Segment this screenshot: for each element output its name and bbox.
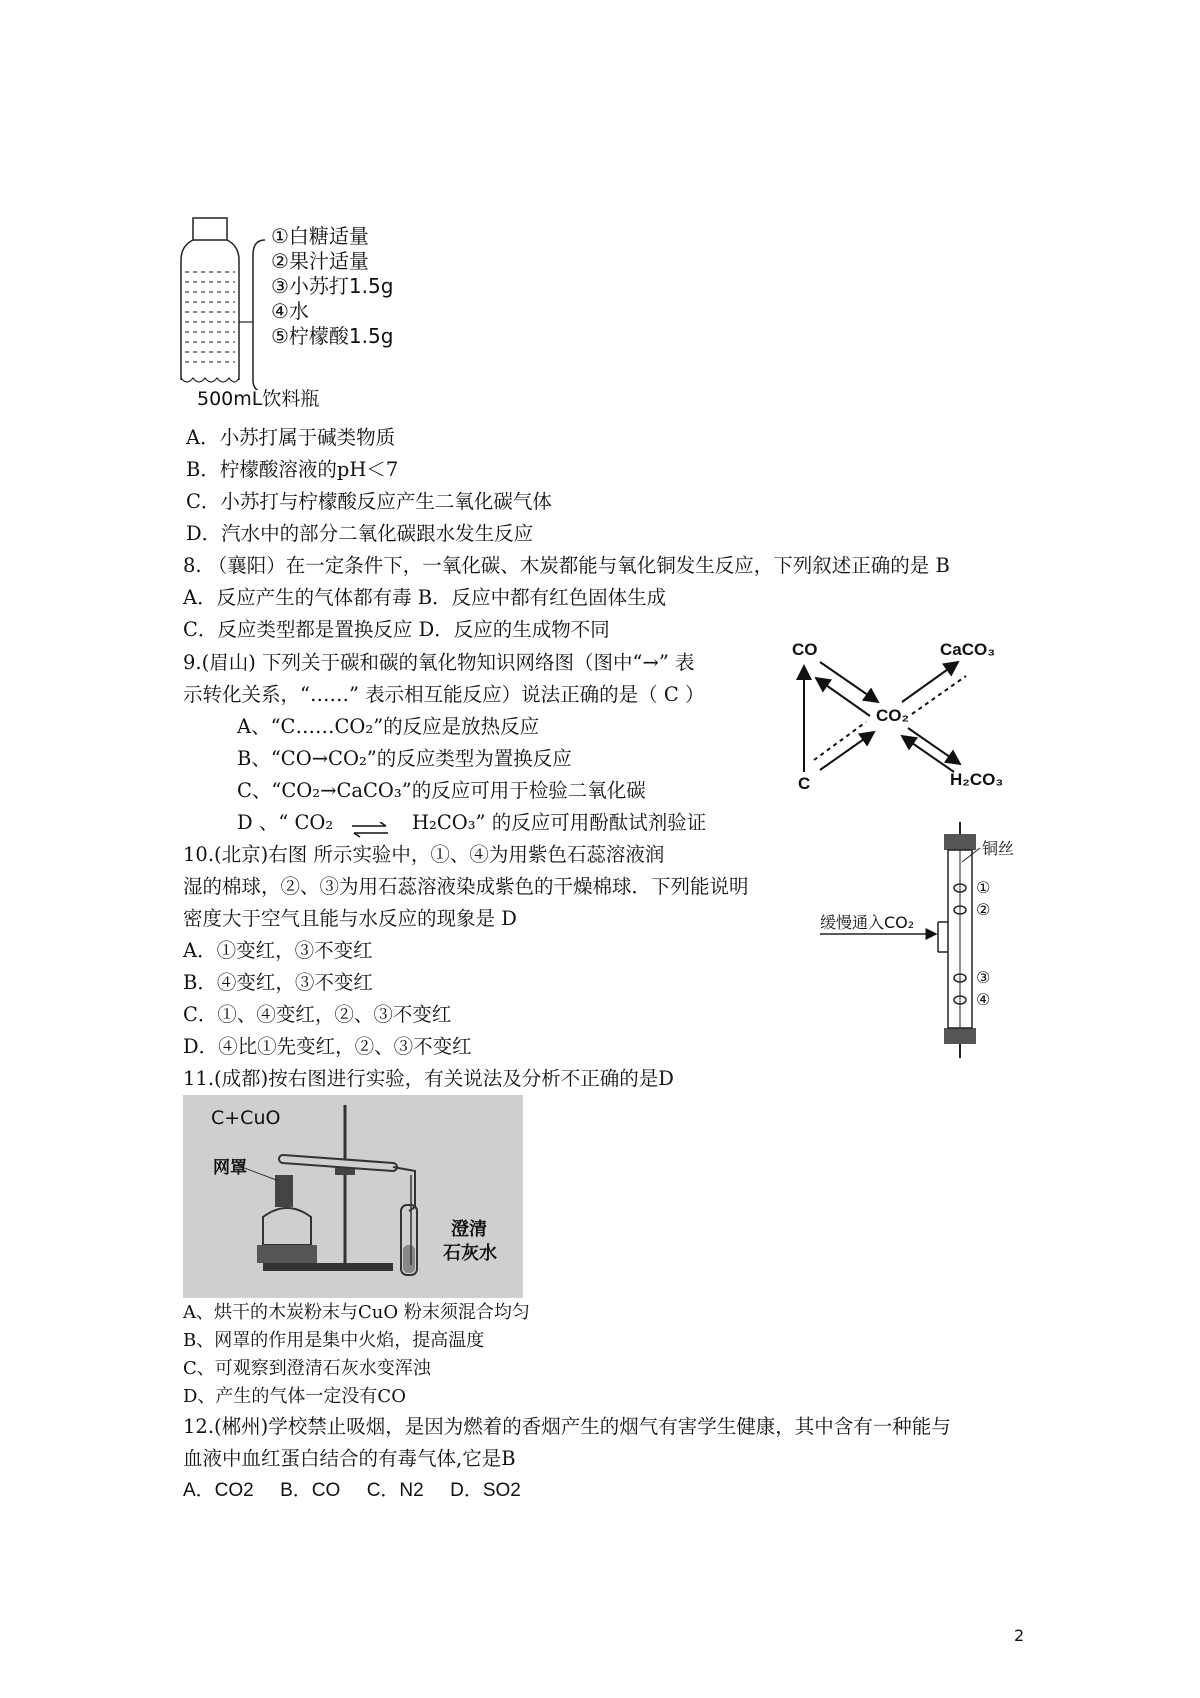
q7-option-c: C．小苏打与柠檬酸反应产生二氧化碳气体 <box>186 490 552 513</box>
q10-option-c: C．①、④变红，②、③不变红 <box>183 1003 452 1026</box>
co2-inlet-label: 缓慢通入CO₂ <box>820 913 915 932</box>
bottle-item-5: ⑤柠檬酸1.5g <box>271 324 394 348</box>
diagram-node-co2: CO₂ <box>876 706 910 725</box>
bottle-item-2: ②果汁适量 <box>271 249 369 273</box>
q9-option-d-right: H₂CO₃” 的反应可用酚酞试剂验证 <box>412 811 707 834</box>
page-number: 2 <box>1014 1626 1025 1645</box>
q9-option-a: A、“C……CO₂”的反应是放热反应 <box>237 715 540 738</box>
q9-option-c: C、“CO₂→CaCO₃”的反应可用于检验二氧化碳 <box>237 779 646 802</box>
q10-stem-line2: 湿的棉球，②、③为用石蕊溶液染成紫色的干燥棉球．下列能说明 <box>183 875 749 898</box>
carbon-reduction-apparatus-figure <box>183 1095 523 1298</box>
apparatus-limewater-label-2: 石灰水 <box>443 1243 497 1264</box>
q9-stem-line2: 示转化关系，“……” 表示相互能反应）说法正确的是（ C ） <box>183 683 705 706</box>
q10-stem-line3: 密度大于空气且能与水反应的现象是 D <box>183 907 517 930</box>
q12-stem-line1: 12.(郴州)学校禁止吸烟，是因为燃着的香烟产生的烟气有害学生健康，其中含有一种能与 <box>183 1415 951 1438</box>
ball-label-3: ③ <box>976 968 991 987</box>
q10-option-b: B．④变红，③不变红 <box>183 971 373 994</box>
diagram-node-caco3: CaCO₃ <box>940 640 996 659</box>
apparatus-limewater-label-1: 澄清 <box>451 1219 487 1240</box>
q9-stem-line1: 9.(眉山) 下列关于碳和碳的氧化物知识网络图（图中“→” 表 <box>183 651 695 674</box>
bottle-item-4: ④水 <box>271 299 309 323</box>
q11-option-d: D、产生的气体一定没有CO <box>183 1386 406 1407</box>
co2-tube-figure <box>820 822 1040 1062</box>
diagram-node-co: CO <box>792 640 818 659</box>
q8-stem: 8. （襄阳）在一定条件下，一氧化碳、木炭都能与氧化铜发生反应，下列叙述正确的是 B <box>183 554 950 577</box>
bottle-drawing <box>175 210 265 390</box>
bottle-caption: 500mL饮料瓶 <box>197 388 320 410</box>
q7-option-b: B．柠檬酸溶液的pH＜7 <box>186 458 399 481</box>
bottle-item-1: ①白糖适量 <box>271 224 369 248</box>
q9-option-b: B、“CO→CO₂”的反应类型为置换反应 <box>237 747 572 770</box>
ball-label-2: ② <box>976 900 991 919</box>
ball-label-1: ① <box>976 878 991 897</box>
q10-stem-line1: 10.(北京)右图 所示实验中，①、④为用紫色石蕊溶液润 <box>183 843 665 866</box>
bottle-item-3: ③小苏打1.5g <box>271 274 394 298</box>
q9-option-d-left: D 、“ CO₂ <box>237 811 334 834</box>
carbon-network-diagram <box>790 640 1020 792</box>
diagram-node-h2co3: H₂CO₃ <box>950 770 1004 789</box>
q11-option-a: A、烘干的木炭粉末与CuO 粉末须混合均匀 <box>183 1302 530 1323</box>
q11-option-c: C、可观察到澄清石灰水变浑浊 <box>183 1358 431 1379</box>
ball-label-4: ④ <box>976 990 991 1009</box>
q12-stem-line2: 血液中血红蛋白结合的有毒气体,它是B <box>183 1447 516 1470</box>
diagram-node-c: C <box>798 774 811 793</box>
q8-options-line2: C．反应类型都是置换反应 D．反应的生成物不同 <box>183 618 610 641</box>
equilibrium-arrows-icon <box>350 822 390 838</box>
q11-stem: 11.(成都)按右图进行实验，有关说法及分析不正确的是D <box>183 1067 674 1090</box>
q7-option-d: D．汽水中的部分二氧化碳跟水发生反应 <box>186 522 534 545</box>
q12-options: A．CO2 B．CO C．N2 D．SO2 <box>183 1480 521 1501</box>
q7-option-a: A．小苏打属于碱类物质 <box>186 426 396 449</box>
q11-option-b: B、网罩的作用是集中火焰，提高温度 <box>183 1330 485 1351</box>
q8-options-line1: A．反应产生的气体都有毒 B．反应中都有红色固体生成 <box>183 586 667 609</box>
copper-wire-label: 铜丝 <box>982 839 1015 858</box>
apparatus-reactants-label: C+CuO <box>211 1107 281 1129</box>
bottle-figure <box>175 210 415 410</box>
apparatus-gauze-label: 网罩 <box>213 1158 247 1178</box>
q10-option-a: A．①变红，③不变红 <box>183 939 373 962</box>
q10-option-d: D．④比①先变红，②、③不变红 <box>183 1035 472 1058</box>
